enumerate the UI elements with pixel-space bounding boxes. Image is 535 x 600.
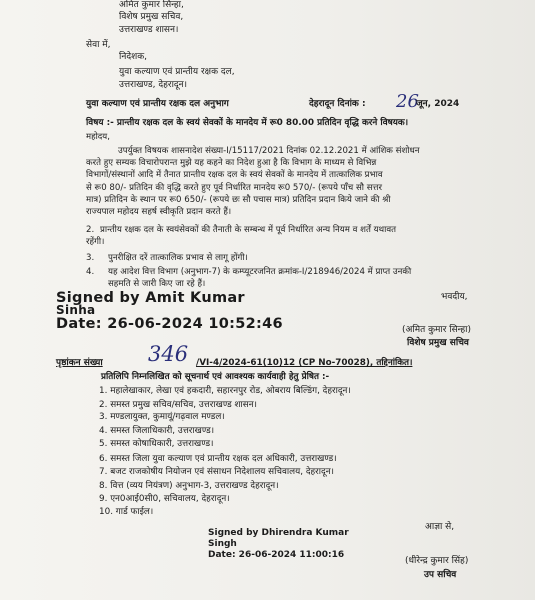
digital-signature2-name: Singh (208, 539, 237, 549)
paragraph-line: मात्र) प्रतिदिन के स्थान पर रू0 650/- (रूपये छः सौ पचास मात्र) प्रतिदिन प्रदान किये जाने की श्री (86, 194, 391, 205)
paragraph-line: से रू0 80/- प्रतिदिन की वृद्धि करते हुए पूर्व निर्धारित मानदेय रू0 570/- (रूपये पाँच सौ सत्तर (86, 182, 382, 193)
digital-signature-name: Sinha (56, 303, 96, 317)
point-line: सहमति से जारी किए जा रहे हैं। (108, 279, 206, 289)
seva-mein: सेवा में, (86, 40, 111, 50)
signatory2-name: (धीरेन्द्र कुमार सिंह) (405, 556, 469, 566)
addressee-title: निदेशक, (119, 52, 147, 62)
point-line: प्रान्तीय रक्षक दल के स्वयंसेवकों की तैनाती के सम्बन्ध में पूर्व निर्धारित अन्य नियम व शर्तें यथावत (100, 225, 397, 235)
paragraph-line: राज्यपाल महोदय सहर्ष स्वीकृति प्रदान करते हैं। (86, 207, 232, 218)
point-line: यह आदेश वित्त विभाग (अनुभाग-7) के कम्प्यूटरजनित क्रमांक-I/218946/2024 में प्राप्त उनकी (108, 267, 412, 277)
list-item: 7. बजट राजकोषीय नियोजन एवं संसाधन निदेशालय सचिवालय, देहरादून। (99, 467, 334, 477)
sender-designation: विशेष प्रमुख सचिव, (119, 12, 184, 22)
list-item: 9. एन0आई0सी0, सचिवालय, देहरादून। (99, 494, 230, 504)
digital-signature2-date: Date: 26-06-2024 11:00:16 (208, 550, 345, 560)
list-item: 1. महालेखाकार, लेखा एवं हकदारी, सहारनपुर रोड, ओबराय बिल्डिंग, देहरादून। (99, 386, 351, 396)
main-paragraph (86, 145, 486, 218)
section-name: युवा कल्याण एवं प्रान्तीय रक्षक दल अनुभाग (86, 99, 229, 109)
handwritten-number: 346 (148, 342, 189, 366)
signatory-name: (अमित कुमार सिन्हा) (402, 325, 471, 335)
point-line: पुनरीक्षित दरें तात्कालिक प्रभाव से लागू होंगी। (108, 253, 248, 263)
addressee-dept: युवा कल्याण एवं प्रान्तीय रक्षक दल, (119, 67, 235, 77)
endorsement-intro: प्रतिलिपि निम्नलिखित को सूचनार्थ एवं आवश्यक कार्यवाही हेतु प्रेषित :- (101, 372, 330, 382)
handwritten-day: 26 (396, 91, 419, 112)
paragraph-line: उपर्युक्त विषयक शासनादेश संख्या-I/15117/2021 दिनांक 02.12.2021 में आंशिक संशोधन (118, 146, 420, 156)
endorsement-ref: /VI-4/2024-61(10)12 (CP No-70028), तद्दिनांकित। (196, 358, 413, 368)
aagya-se: आज्ञा से, (425, 522, 455, 532)
point-line: रहेंगी। (86, 237, 105, 247)
point-number: 3. (86, 253, 95, 263)
month-year: जून, 2024 (416, 99, 460, 109)
addressee-place: उत्तराखण्ड, देहरादून। (119, 80, 188, 90)
bhavdiya: भवदीय, (441, 292, 468, 302)
sender-name: अमित कुमार सिन्हा, (119, 0, 184, 10)
signatory-designation: विशेष प्रमुख सचिव (407, 338, 469, 348)
list-item: 8. वित्त (व्यय नियंत्रण) अनुभाग-3, उत्तराखण्ड देहरादून। (99, 481, 279, 491)
endorsement-label: पृष्ठांकन संख्या (56, 358, 103, 368)
subject-line: विषय :- प्रान्तीय रक्षक दल के स्वयं सेवकों के मानदेय में रू0 80.00 प्रतिदिन वृद्धि करने विषयक। (86, 118, 409, 128)
list-item: 2. समस्त प्रमुख सचिव/सचिव, उत्तराखण्ड शासन। (99, 400, 257, 410)
list-item: 3. मण्डलायुक्त, कुमायूं/गढ़वाल मण्डल। (99, 412, 225, 422)
list-item: 6. समस्त जिला युवा कल्याण एवं प्रान्तीय रक्षक दल अधिकारी, उत्तराखण्ड। (99, 454, 337, 464)
digital-signature-date: Date: 26-06-2024 10:52:46 (56, 316, 283, 332)
list-item: 10. गार्ड फाईल। (99, 507, 154, 517)
digital-signature2-line: Signed by Dhirendra Kumar (208, 528, 349, 538)
point-number: 4. (86, 267, 95, 277)
sender-office: उत्तराखण्ड शासन। (119, 25, 179, 35)
point-number: 2. (86, 225, 95, 235)
list-item: 5. समस्त कोषाधिकारी, उत्तराखण्ड। (99, 439, 214, 449)
place-date-label: देहरादून दिनांक : (309, 99, 366, 109)
signatory2-designation: उप सचिव (424, 570, 457, 580)
paragraph-line: करते हुए सम्यक विचारोपरान्त मुझे यह कहने का निदेश हुआ है कि विभाग के माध्यम से विभिन्न (86, 158, 377, 169)
salutation: महोदय, (86, 132, 110, 142)
paragraph-line: विभागों/संस्थानों आदि में तैनात प्रान्तीय रक्षक दल के स्वयं सेवकों के मानदेय में तात्कालिक प्रभाव (86, 170, 383, 181)
digital-signature-line: Signed by Amit Kumar (56, 290, 245, 306)
list-item: 4. समस्त जिलाधिकारी, उत्तराखण्ड। (99, 426, 215, 436)
